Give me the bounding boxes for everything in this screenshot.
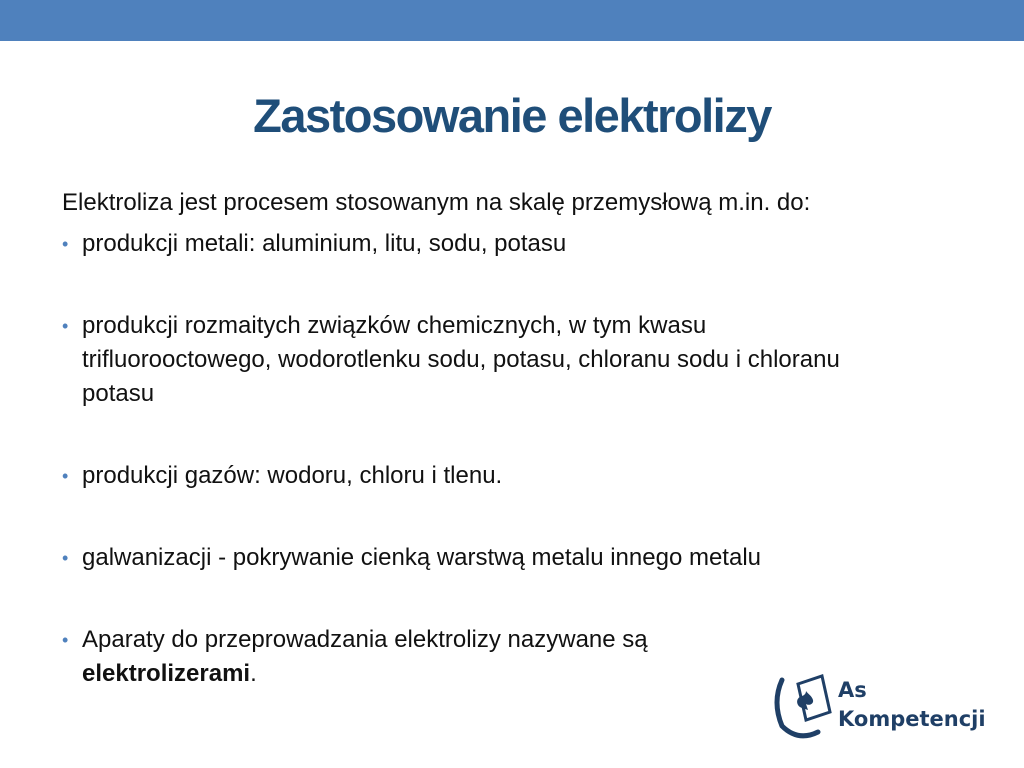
bullet-dot-icon: • <box>62 316 69 336</box>
intro-text: Elektroliza jest procesem stosowanym na skalę przemysłową m.in. do: <box>62 189 811 216</box>
bullet-text: produkcji gazów: wodoru, chloru i tlenu. <box>82 462 503 489</box>
spade-card-icon <box>768 670 834 742</box>
bullet-suffix: . <box>250 660 257 687</box>
bullet-dot-icon: • <box>62 234 69 254</box>
slide-title: Zastosowanie elektrolizy <box>253 89 771 142</box>
bullet-text: galwanizacji - pokrywanie cienką warstwą metalu innego metalu <box>82 544 761 571</box>
bullet-text: Aparaty do przeprowadzania elektrolizy nazywane są <box>82 626 648 653</box>
bullet-dot-icon: • <box>62 630 69 650</box>
bullet-list <box>62 227 902 691</box>
bullet-dot-icon: • <box>62 466 69 486</box>
bullet-item <box>62 459 902 493</box>
bullet-item <box>62 227 902 261</box>
bullet-item <box>62 623 782 691</box>
top-accent-bar <box>0 0 1024 41</box>
bullet-text: produkcji rozmaitych związków chemicznych, w tym kwasu trifluorooctowego, wodorotlenku sodu, potasu, chloranu sodu i chloranu potasu <box>82 312 840 407</box>
bullet-text: produkcji metali: aluminium, litu, sodu, potasu <box>82 230 567 257</box>
logo-line-as: As <box>838 678 867 702</box>
bullet-dot-icon: • <box>62 548 69 568</box>
as-kompetencji-logo <box>768 670 998 742</box>
bullet-bold-term: elektrolizerami <box>82 660 251 687</box>
bullet-item <box>62 309 902 411</box>
logo-text <box>838 676 986 734</box>
bullet-item <box>62 541 902 575</box>
logo-line-kompetencji: Kompetencji <box>838 707 986 731</box>
